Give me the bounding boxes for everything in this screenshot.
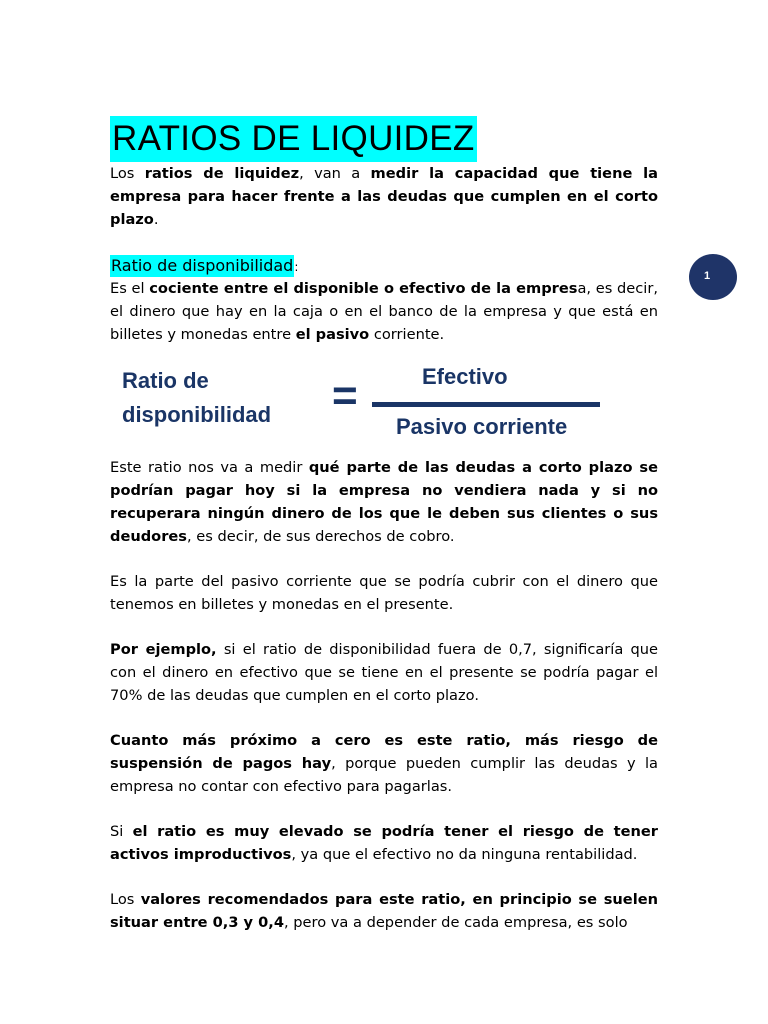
text-run: si el ratio de disponibilidad fuera de 0,7, significaría que con el dinero en efectivo que se tiene en el presente se podría pagar el 70% de las deudas que cumplen en el corto plazo. xyxy=(110,641,658,704)
paragraph-measure xyxy=(110,456,658,548)
text-run: , es decir, de sus derechos de cobro. xyxy=(187,528,455,545)
bold-run: el pasivo xyxy=(295,326,370,343)
formula-lhs-line2: disponibilidad xyxy=(122,402,272,427)
bold-run: valores recomendados para este ratio, en principio se suelen situar entre 0,3 y 0,4 xyxy=(110,891,658,931)
formula-denominator: Pasivo corriente xyxy=(396,414,568,439)
formula-equals-sign: = xyxy=(332,371,358,420)
text-run: , pero va a depender de cada empresa, es solo xyxy=(284,914,628,931)
formula-fraction-bar xyxy=(372,402,600,407)
text-run: corriente. xyxy=(369,326,445,343)
text-run: . xyxy=(153,211,159,228)
text-run: Este ratio nos va a medir xyxy=(110,459,309,476)
definition-paragraph xyxy=(110,277,658,346)
intro-paragraph xyxy=(110,162,658,231)
text-run: , van a xyxy=(299,165,371,182)
bold-run: Por ejemplo, xyxy=(110,641,217,658)
section-heading xyxy=(110,231,658,277)
paragraph-coverage xyxy=(110,570,658,616)
paragraph-risk xyxy=(110,729,658,798)
bold-run: ratios de liquidez xyxy=(144,165,300,182)
text-run: Los xyxy=(110,891,141,908)
formula-numerator: Efectivo xyxy=(422,364,508,389)
text-run: Los xyxy=(110,165,145,182)
text-run: , ya que el efectivo no da ninguna rentabilidad. xyxy=(291,846,638,863)
text-run: a, es decir, el dinero que hay en la caja o en el banco de la empresa y que está en billetes y monedas entre xyxy=(110,280,658,343)
paragraph-example xyxy=(110,638,658,707)
text-run: , porque pueden cumplir las deudas y la empresa no contar con efectivo para pagarlas. xyxy=(110,755,659,795)
formula-image xyxy=(110,356,610,452)
formula-lhs-line1: Ratio de xyxy=(122,368,209,393)
bold-run: qué parte de las deudas a corto plazo se podrían pagar hoy si la empresa no vendiera nada y si no recuperara ningún dinero de los que le deben sus clientes o sus deudores xyxy=(110,459,658,545)
paragraph-high-ratio xyxy=(110,820,658,866)
bold-run: Cuanto más próximo a cero es este ratio, más riesgo de suspensión de pagos hay xyxy=(110,732,658,772)
text-run: Es la parte del pasivo corriente que se podría cubrir con el dinero que tenemos en billetes y monedas en el presente. xyxy=(110,573,658,613)
paragraph-recommended xyxy=(110,888,658,934)
section-heading-text: Ratio de disponibilidad xyxy=(111,256,294,275)
page-title: RATIOS DE LIQUIDEZ xyxy=(110,116,477,162)
bold-run: medir la capacidad que tiene la empresa para hacer frente a las deudas que cumplen en el corto plazo xyxy=(110,165,658,228)
bold-run: cociente entre el disponible o efectivo de la empres xyxy=(149,280,578,297)
text-run: Es el xyxy=(110,280,150,297)
section-heading-colon: : xyxy=(294,260,299,274)
page-number: 1 xyxy=(703,270,711,282)
bold-run: el ratio es muy elevado se podría tener el riesgo de tener activos improductivos xyxy=(110,823,658,863)
text-run: Si xyxy=(110,823,133,840)
document-content xyxy=(110,116,658,934)
page-number-badge xyxy=(689,254,737,300)
